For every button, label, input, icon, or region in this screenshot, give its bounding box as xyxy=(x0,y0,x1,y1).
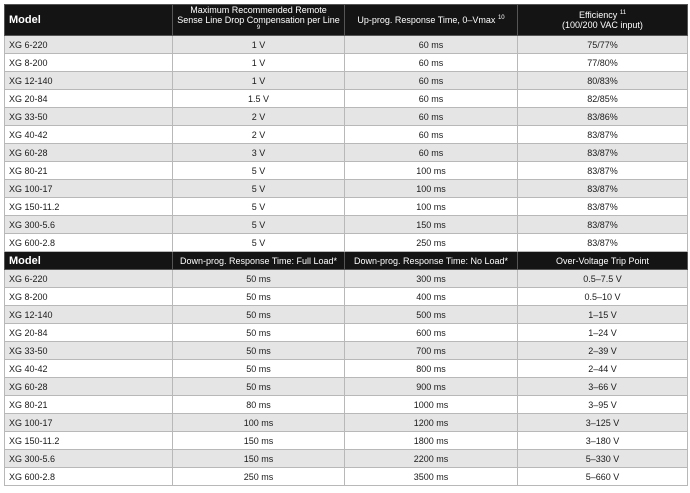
efficiency-label: Efficiency xyxy=(578,10,618,20)
table1-cell-resp: 150 ms xyxy=(345,216,518,234)
remote-sense-label: Maximum Recommended Remote Sense Line Drop Compensation per Line xyxy=(177,5,340,25)
table2-cell-full: 50 ms xyxy=(173,378,345,396)
table1-cell-model: XG 100-17 xyxy=(5,180,173,198)
table1-cell-eff: 83/87% xyxy=(518,144,688,162)
table-row xyxy=(5,108,688,126)
table2-cell-none: 700 ms xyxy=(345,342,518,360)
table-row xyxy=(5,72,688,90)
table1-cell-drop: 5 V xyxy=(173,198,345,216)
table1-cell-drop: 1 V xyxy=(173,36,345,54)
table1-cell-resp: 100 ms xyxy=(345,162,518,180)
table2-cell-model: XG 300-5.6 xyxy=(5,450,173,468)
table2-cell-none: 2200 ms xyxy=(345,450,518,468)
table2-cell-model: XG 60-28 xyxy=(5,378,173,396)
table-row xyxy=(5,90,688,108)
table-row xyxy=(5,450,688,468)
table1-cell-drop: 1 V xyxy=(173,54,345,72)
table2-cell-none: 1000 ms xyxy=(345,396,518,414)
table2-cell-ovp: 1–24 V xyxy=(518,324,688,342)
table2-cell-ovp: 2–39 V xyxy=(518,342,688,360)
table-row xyxy=(5,144,688,162)
table1-cell-model: XG 33-50 xyxy=(5,108,173,126)
table2-header-full-load: Down-prog. Response Time: Full Load* xyxy=(173,252,345,270)
table2-header-no-load: Down-prog. Response Time: No Load* xyxy=(345,252,518,270)
table1-cell-resp: 60 ms xyxy=(345,90,518,108)
table1-cell-resp: 60 ms xyxy=(345,36,518,54)
table1-cell-resp: 250 ms xyxy=(345,234,518,252)
table1-cell-eff: 75/77% xyxy=(518,36,688,54)
table1-cell-drop: 5 V xyxy=(173,180,345,198)
table-row xyxy=(5,360,688,378)
table2-cell-full: 50 ms xyxy=(173,324,345,342)
table2-cell-full: 150 ms xyxy=(173,450,345,468)
table-row xyxy=(5,162,688,180)
table2-cell-model: XG 8-200 xyxy=(5,288,173,306)
table2-cell-none: 3500 ms xyxy=(345,468,518,486)
table2-cell-ovp: 0.5–10 V xyxy=(518,288,688,306)
table1-cell-model: XG 600-2.8 xyxy=(5,234,173,252)
table-row xyxy=(5,36,688,54)
table1-cell-eff: 83/87% xyxy=(518,162,688,180)
table-row xyxy=(5,234,688,252)
table1-cell-eff: 83/87% xyxy=(518,234,688,252)
table1-header-remote-sense xyxy=(173,5,345,36)
table1-cell-drop: 1 V xyxy=(173,72,345,90)
table-row xyxy=(5,306,688,324)
table2-header-row xyxy=(5,252,688,270)
efficiency-footnote: 11 xyxy=(619,10,627,16)
table2-cell-full: 50 ms xyxy=(173,288,345,306)
table2-cell-full: 150 ms xyxy=(173,432,345,450)
table-row xyxy=(5,396,688,414)
table1-cell-drop: 2 V xyxy=(173,108,345,126)
table2-cell-model: XG 6-220 xyxy=(5,270,173,288)
table2-cell-full: 250 ms xyxy=(173,468,345,486)
table1-cell-eff: 83/87% xyxy=(518,126,688,144)
table1-cell-resp: 60 ms xyxy=(345,126,518,144)
table1-cell-drop: 5 V xyxy=(173,234,345,252)
table1-cell-drop: 2 V xyxy=(173,126,345,144)
table1-cell-resp: 100 ms xyxy=(345,198,518,216)
table1-cell-eff: 83/87% xyxy=(518,198,688,216)
table1-cell-model: XG 40-42 xyxy=(5,126,173,144)
table-row xyxy=(5,324,688,342)
table-row xyxy=(5,288,688,306)
table1-cell-drop: 5 V xyxy=(173,162,345,180)
response-label: Up-prog. Response Time, 0–Vmax xyxy=(357,15,496,25)
table2-cell-model: XG 40-42 xyxy=(5,360,173,378)
table-row xyxy=(5,198,688,216)
table2-cell-model: XG 600-2.8 xyxy=(5,468,173,486)
table1-cell-eff: 83/87% xyxy=(518,216,688,234)
table2-cell-ovp: 3–125 V xyxy=(518,414,688,432)
table2-cell-model: XG 80-21 xyxy=(5,396,173,414)
table1-cell-drop: 1.5 V xyxy=(173,90,345,108)
table1-cell-model: XG 8-200 xyxy=(5,54,173,72)
table2-cell-model: XG 20-84 xyxy=(5,324,173,342)
table-row xyxy=(5,432,688,450)
specifications-table xyxy=(4,4,688,486)
table2-cell-ovp: 3–95 V xyxy=(518,396,688,414)
table1-cell-eff: 83/87% xyxy=(518,180,688,198)
table2-cell-full: 100 ms xyxy=(173,414,345,432)
table2-cell-none: 1200 ms xyxy=(345,414,518,432)
table2-cell-ovp: 3–180 V xyxy=(518,432,688,450)
table1-cell-model: XG 150-11.2 xyxy=(5,198,173,216)
table2-cell-ovp: 1–15 V xyxy=(518,306,688,324)
table-row xyxy=(5,126,688,144)
table2-cell-full: 50 ms xyxy=(173,342,345,360)
table2-cell-none: 500 ms xyxy=(345,306,518,324)
table2-header-model: Model xyxy=(5,252,173,270)
table1-cell-eff: 77/80% xyxy=(518,54,688,72)
table-row xyxy=(5,180,688,198)
table1-cell-model: XG 80-21 xyxy=(5,162,173,180)
table-row xyxy=(5,468,688,486)
table1-cell-model: XG 12-140 xyxy=(5,72,173,90)
response-footnote: 10 xyxy=(497,15,505,21)
table1-cell-eff: 80/83% xyxy=(518,72,688,90)
table-row xyxy=(5,414,688,432)
table1-header-response xyxy=(345,5,518,36)
table1-cell-model: XG 6-220 xyxy=(5,36,173,54)
table2-cell-model: XG 150-11.2 xyxy=(5,432,173,450)
efficiency-sublabel: (100/200 VAC input) xyxy=(562,20,643,30)
table-row xyxy=(5,270,688,288)
table1-header-efficiency xyxy=(518,5,688,36)
table1-header-row xyxy=(5,5,688,36)
table1-cell-model: XG 60-28 xyxy=(5,144,173,162)
table1-cell-resp: 60 ms xyxy=(345,72,518,90)
table2-cell-none: 900 ms xyxy=(345,378,518,396)
spec-sheet xyxy=(4,4,687,486)
table2-cell-model: XG 33-50 xyxy=(5,342,173,360)
table2-cell-ovp: 2–44 V xyxy=(518,360,688,378)
table1-cell-resp: 60 ms xyxy=(345,54,518,72)
table2-cell-ovp: 0.5–7.5 V xyxy=(518,270,688,288)
table-row xyxy=(5,54,688,72)
table2-cell-ovp: 3–66 V xyxy=(518,378,688,396)
table2-cell-none: 300 ms xyxy=(345,270,518,288)
table1-cell-resp: 60 ms xyxy=(345,144,518,162)
table2-cell-full: 80 ms xyxy=(173,396,345,414)
table-row xyxy=(5,216,688,234)
table2-cell-none: 800 ms xyxy=(345,360,518,378)
table2-cell-full: 50 ms xyxy=(173,360,345,378)
table2-cell-none: 400 ms xyxy=(345,288,518,306)
table1-cell-drop: 5 V xyxy=(173,216,345,234)
table2-header-ovp: Over-Voltage Trip Point xyxy=(518,252,688,270)
table1-cell-eff: 82/85% xyxy=(518,90,688,108)
table1-cell-resp: 100 ms xyxy=(345,180,518,198)
table1-cell-resp: 60 ms xyxy=(345,108,518,126)
table1-cell-eff: 83/86% xyxy=(518,108,688,126)
table2-cell-model: XG 12-140 xyxy=(5,306,173,324)
table-row xyxy=(5,378,688,396)
table1-header-model: Model xyxy=(5,5,173,36)
table2-cell-full: 50 ms xyxy=(173,306,345,324)
table2-cell-model: XG 100-17 xyxy=(5,414,173,432)
table1-cell-drop: 3 V xyxy=(173,144,345,162)
table1-cell-model: XG 20-84 xyxy=(5,90,173,108)
table2-cell-ovp: 5–330 V xyxy=(518,450,688,468)
table2-cell-ovp: 5–660 V xyxy=(518,468,688,486)
table2-cell-full: 50 ms xyxy=(173,270,345,288)
table1-cell-model: XG 300-5.6 xyxy=(5,216,173,234)
table2-cell-none: 1800 ms xyxy=(345,432,518,450)
table-row xyxy=(5,342,688,360)
remote-sense-footnote: 9 xyxy=(256,25,261,31)
table2-cell-none: 600 ms xyxy=(345,324,518,342)
